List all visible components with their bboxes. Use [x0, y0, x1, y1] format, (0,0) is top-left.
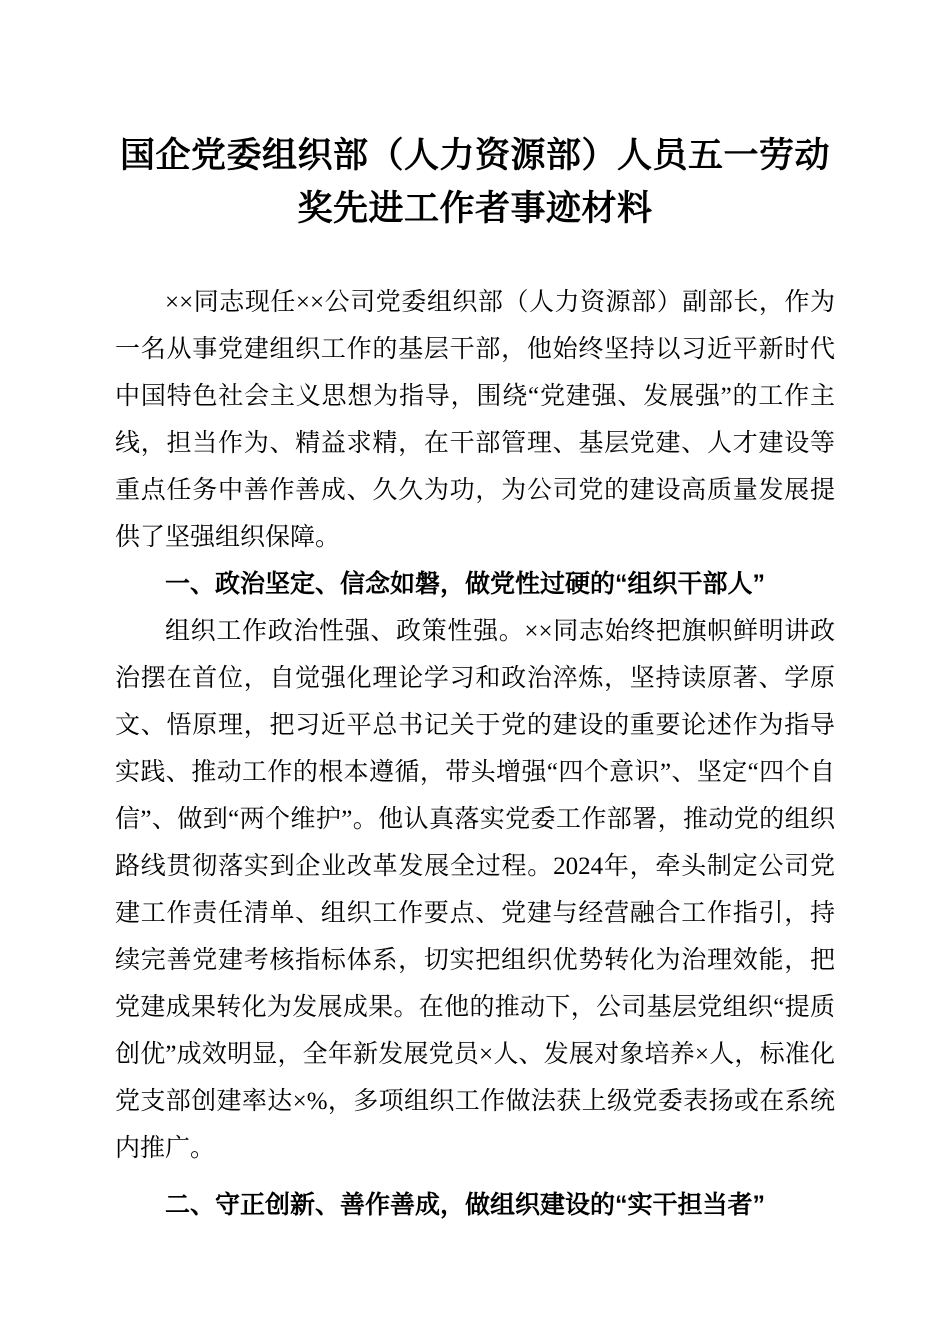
section-heading-2: 二、守正创新、善作善成，做组织建设的“实干担当者” — [165, 1191, 766, 1219]
document-title: 国企党委组织部（人力资源部）人员五一劳动奖先进工作者事迹材料 — [119, 136, 830, 228]
paragraph-intro: ××同志现任××公司党委组织部（人力资源部）副部长，作为一名从事党建组织工作的基层干部，他始终坚持以习近平新时代中国特色社会主义思想为指导，围绕“党建强、发展强”的工作主线，担当作为、精益求精，在干部管理、基层党建、人才建设等重点任务中善作善成、久久为功，为公司党的建设高质量发展提供了坚强组织保障。 — [115, 289, 835, 551]
paragraph-section-1: 组织工作政治性强、政策性强。××同志始终把旗帜鲜明讲政治摆在首位，自觉强化理论学习和政治淬炼，坚持读原著、学原文、悟原理，把习近平总书记关于党的建设的重要论述作为指导实践、推动工作的根本遵循，带头增强“四个意识”、坚定“四个自信”、做到“两个维护”。他认真落实党委工作部署，推动党的组织路线贯彻落实到企业改革发展全过程。2024年，牵头制定公司党建工作责任清单、组织工作要点、党建与经营融合工作指引，持续完善党建考核指标体系，切实把组织优势转化为治理效能，把党建成果转化为发展成果。在他的推动下，公司基层党组织“提质创优”成效明显，全年新发展党员×人、发展对象培养×人，标准化党支部创建率达×%，多项组织工作做法获上级党委表扬或在系统内推广。 — [115, 618, 835, 1162]
section-heading-1: 一、政治坚定、信念如磐，做党性过硬的“组织干部人” — [165, 570, 766, 598]
